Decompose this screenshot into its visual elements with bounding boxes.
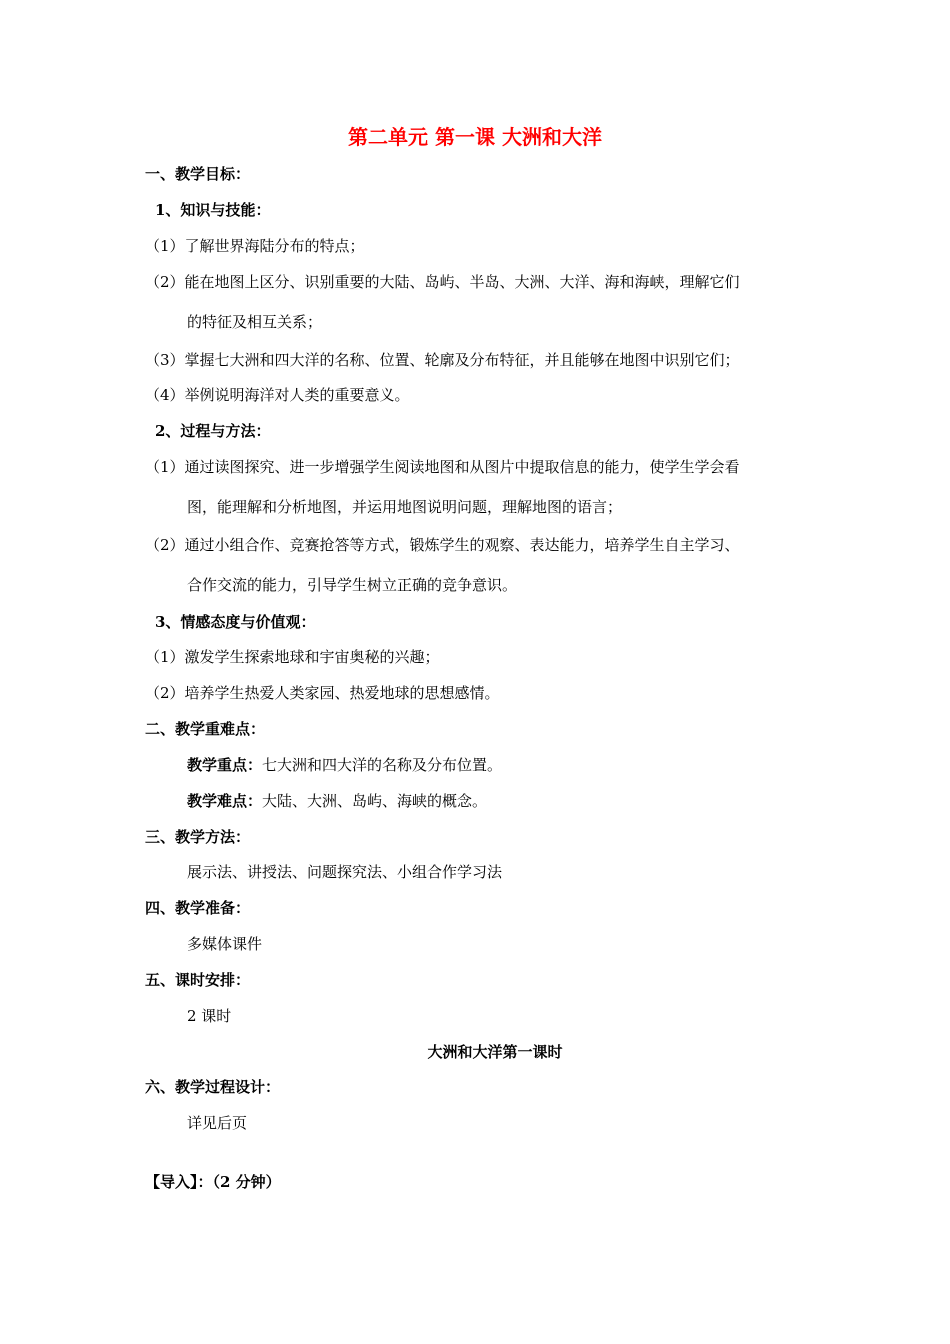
difficult-point-label: 教学难点：	[187, 792, 263, 810]
subsection-2-heading: 2、过程与方法：	[155, 422, 271, 440]
subsection-1-heading: 1、知识与技能：	[155, 201, 271, 219]
section-5-heading: 五、课时安排：	[145, 971, 251, 989]
subsection-3-heading: 3、情感态度与价值观：	[155, 613, 316, 631]
list-item: （1）通过读图探究、进一步增强学生阅读地图和从图片中提取信息的能力，使学生学会看	[145, 458, 740, 476]
list-item: （3）掌握七大洲和四大洋的名称、位置、轮廓及分布特征，并且能够在地图中识别它们；	[145, 351, 740, 369]
teaching-preparation-text: 多媒体课件	[187, 935, 263, 953]
key-point-label: 教学重点：	[187, 756, 263, 774]
list-item: （2）通过小组合作、竞赛抢答等方式，锻炼学生的观察、表达能力，培养学生自主学习、	[145, 536, 740, 554]
list-item-continuation: 的特征及相互关系；	[187, 313, 323, 331]
list-item-continuation: 图，能理解和分析地图，并运用地图说明问题，理解地图的语言；	[187, 498, 623, 516]
difficult-point-text: 大陆、大洲、岛屿、海峡的概念。	[262, 792, 488, 810]
section-6-heading: 六、教学过程设计：	[145, 1078, 281, 1096]
list-item: （1）了解世界海陆分布的特点；	[145, 237, 365, 255]
difficult-point-line	[187, 791, 487, 811]
list-item: （2）培养学生热爱人类家园、热爱地球的思想感情。	[145, 684, 500, 702]
key-point-line	[187, 755, 502, 775]
list-item-continuation: 合作交流的能力，引导学生树立正确的竞争意识。	[187, 576, 518, 594]
class-hours-text: 2 课时	[187, 1007, 232, 1025]
section-2-heading: 二、教学重难点：	[145, 720, 266, 738]
lesson-title: 大洲和大洋第一课时	[427, 1043, 563, 1061]
section-1-heading: 一、教学目标：	[145, 165, 251, 183]
document-title: 第二单元 第一课 大洲和大洋	[348, 125, 602, 149]
teaching-methods-text: 展示法、讲授法、问题探究法、小组合作学习法	[187, 863, 503, 881]
key-point-text: 七大洲和四大洋的名称及分布位置。	[262, 756, 503, 774]
section-4-heading: 四、教学准备：	[145, 899, 251, 917]
list-item: （1）激发学生探索地球和宇宙奥秘的兴趣；	[145, 648, 440, 666]
list-item: （4）举例说明海洋对人类的重要意义。	[145, 386, 410, 404]
list-item: （2）能在地图上区分、识别重要的大陆、岛屿、半岛、大洲、大洋、海和海峡，理解它们	[145, 273, 740, 291]
section-3-heading: 三、教学方法：	[145, 828, 251, 846]
process-design-text: 详见后页	[187, 1114, 248, 1132]
intro-heading: 【导入】：（2 分钟）	[145, 1173, 281, 1191]
